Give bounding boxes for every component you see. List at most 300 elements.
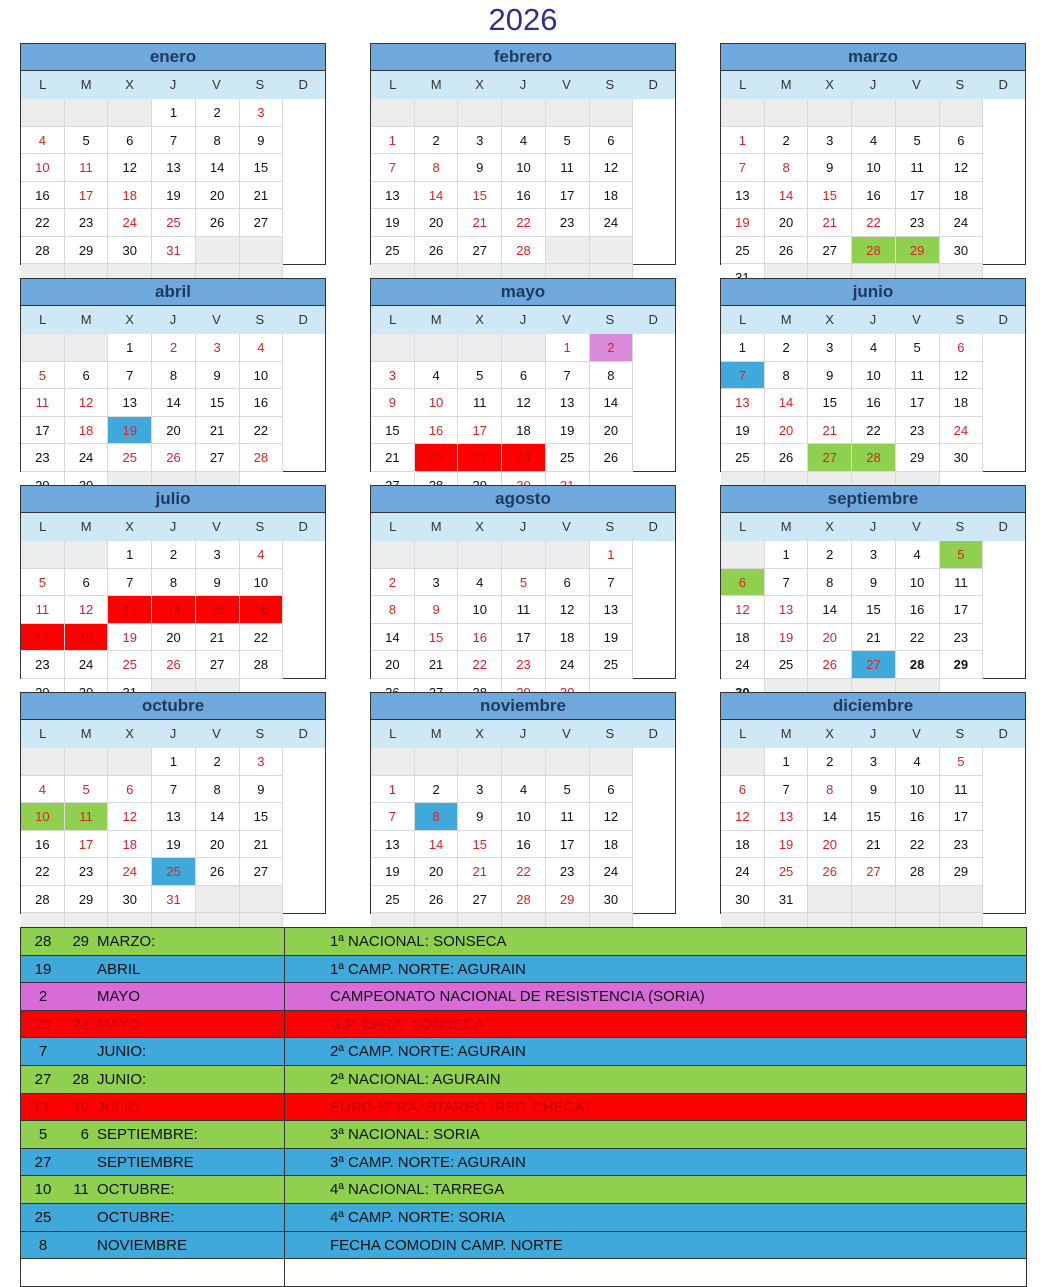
weekday-label: M — [430, 519, 442, 534]
day-cell: 19 — [152, 831, 196, 859]
day-cell: 21 — [808, 209, 852, 237]
empty-day-cell — [65, 748, 109, 776]
event-day-end: 6 — [80, 1126, 89, 1144]
event-day-end — [65, 1149, 89, 1176]
event-month: OCTUBRE: — [97, 1181, 175, 1199]
day-cell: 10 — [21, 803, 65, 831]
day-cell: 31 — [152, 886, 196, 914]
weekday-label: M — [780, 726, 792, 741]
day-cell: 16 — [21, 831, 65, 859]
day-cell: 17 — [896, 182, 940, 210]
event-description — [284, 1259, 1026, 1286]
day-cell: 31 — [765, 886, 809, 914]
event-row — [20, 956, 1027, 984]
day-cell: 15 — [458, 831, 502, 859]
day-cell: 14 — [196, 803, 240, 831]
day-cell: 7 — [765, 776, 809, 804]
day-cell: 15 — [808, 182, 852, 210]
day-cell: 4 — [458, 569, 502, 597]
day-cell: 8 — [196, 776, 240, 804]
weekday-label: D — [998, 312, 1008, 327]
event-row — [20, 1011, 1027, 1039]
day-cell: 31 — [152, 237, 196, 265]
day-cell: 24 — [590, 209, 634, 237]
weekday-label: L — [739, 77, 747, 92]
day-cell: 23 — [546, 858, 590, 886]
empty-day-cell — [371, 748, 415, 776]
day-cell: 15 — [196, 596, 240, 624]
day-cell: 21 — [371, 444, 415, 472]
weekday-header — [721, 71, 1025, 99]
day-cell: 2 — [152, 541, 196, 569]
event-day-start: 7 — [38, 1043, 48, 1061]
event-day-start: 28 — [34, 933, 52, 950]
day-cell: 28 — [21, 886, 65, 914]
day-cell: 25 — [721, 237, 765, 265]
weekday-label: V — [212, 519, 221, 534]
day-cell: 3 — [196, 334, 240, 362]
day-cell: 11 — [896, 154, 940, 182]
weekday-label: S — [605, 312, 615, 327]
day-cell: 20 — [590, 417, 634, 445]
day-cell: 30 — [108, 886, 152, 914]
day-cell: 11 — [546, 803, 590, 831]
day-cell: 14 — [808, 803, 852, 831]
day-cell: 6 — [940, 127, 984, 155]
event-day-end: 11 — [73, 1181, 89, 1199]
day-cell: 4 — [240, 334, 284, 362]
day-cell: 9 — [196, 569, 240, 597]
event-row — [20, 928, 1027, 956]
month-mayo — [370, 278, 676, 472]
day-cell: 19 — [152, 182, 196, 210]
day-cell: 12 — [65, 389, 109, 417]
empty-day-cell — [940, 99, 984, 127]
month-diciembre — [720, 692, 1026, 914]
day-cell: 5 — [65, 127, 109, 155]
day-cell: 5 — [940, 748, 984, 776]
day-cell: 13 — [108, 389, 152, 417]
day-cell: 5 — [896, 334, 940, 362]
events-legend-table — [20, 927, 1027, 1287]
day-cell: 16 — [415, 417, 459, 445]
day-cell: 6 — [940, 334, 984, 362]
day-cell: 9 — [196, 362, 240, 390]
weekday-header — [21, 513, 325, 541]
day-cell: 13 — [765, 596, 809, 624]
day-cell: 6 — [65, 569, 109, 597]
day-cell: 2 — [590, 334, 634, 362]
day-cell: 12 — [721, 596, 765, 624]
day-grid — [371, 541, 675, 706]
month-name: enero — [21, 44, 325, 71]
day-cell: 16 — [896, 803, 940, 831]
weekday-label: L — [389, 312, 397, 327]
day-cell: 28 — [896, 858, 940, 886]
day-cell: 7 — [590, 569, 634, 597]
day-cell: 9 — [240, 127, 284, 155]
weekday-label: D — [298, 312, 308, 327]
day-cell: 16 — [458, 624, 502, 652]
day-cell: 25 — [152, 209, 196, 237]
day-cell: 15 — [808, 389, 852, 417]
day-cell: 5 — [21, 569, 65, 597]
day-cell: 8 — [808, 776, 852, 804]
weekday-label: X — [125, 77, 134, 92]
empty-day-cell — [65, 99, 109, 127]
day-cell: 4 — [21, 127, 65, 155]
weekday-label: X — [475, 726, 484, 741]
day-cell: 14 — [765, 389, 809, 417]
day-cell: 17 — [65, 831, 109, 859]
day-cell: 21 — [240, 831, 284, 859]
day-cell: 8 — [415, 803, 459, 831]
weekday-label: D — [998, 519, 1008, 534]
day-cell: 13 — [371, 831, 415, 859]
day-cell: 6 — [590, 127, 634, 155]
day-cell: 17 — [940, 596, 984, 624]
day-cell: 27 — [808, 237, 852, 265]
month-octubre — [20, 692, 326, 914]
day-cell: 19 — [765, 624, 809, 652]
weekday-label: D — [298, 77, 308, 92]
weekday-label: X — [125, 312, 134, 327]
event-day-end — [65, 1259, 89, 1286]
day-cell: 30 — [940, 444, 984, 472]
event-row — [20, 1066, 1027, 1094]
day-cell: 11 — [65, 803, 109, 831]
day-grid — [371, 334, 675, 499]
day-cell: 22 — [21, 209, 65, 237]
day-cell: 8 — [765, 362, 809, 390]
weekday-label: X — [825, 77, 834, 92]
event-description: 4ª CAMP. NORTE: SORIA — [284, 1204, 1026, 1231]
day-cell: 27 — [196, 651, 240, 679]
event-month: MAYO — [97, 1015, 141, 1033]
day-cell: 6 — [721, 569, 765, 597]
day-cell: 13 — [721, 389, 765, 417]
weekday-label: V — [212, 726, 221, 741]
weekday-header — [21, 720, 325, 748]
day-cell: 24 — [65, 651, 109, 679]
day-cell: 29 — [940, 651, 984, 679]
event-row — [20, 1232, 1027, 1260]
weekday-label: S — [255, 519, 265, 534]
day-cell: 20 — [808, 624, 852, 652]
day-cell: 1 — [765, 748, 809, 776]
day-cell: 20 — [152, 624, 196, 652]
day-cell: 1 — [721, 334, 765, 362]
day-cell: 4 — [415, 362, 459, 390]
weekday-label: V — [912, 77, 921, 92]
weekday-label: S — [255, 726, 265, 741]
weekday-label: S — [605, 726, 615, 741]
event-day-end: 29 — [72, 933, 89, 950]
day-cell: 30 — [721, 886, 765, 914]
event-description: FECHA COMODIN CAMP. NORTE — [284, 1232, 1026, 1259]
event-month: JULIO — [97, 1098, 140, 1116]
day-cell: 25 — [765, 651, 809, 679]
day-cell: 25 — [765, 858, 809, 886]
weekday-label: V — [562, 519, 571, 534]
day-cell: 4 — [852, 127, 896, 155]
weekday-label: L — [39, 312, 47, 327]
day-cell: 2 — [415, 776, 459, 804]
month-name: julio — [21, 486, 325, 513]
day-cell: 9 — [852, 569, 896, 597]
month-agosto — [370, 485, 676, 679]
day-cell: 22 — [415, 444, 459, 472]
day-cell: 26 — [590, 444, 634, 472]
weekday-label: M — [430, 77, 442, 92]
day-cell: 26 — [152, 651, 196, 679]
event-description: CAMPEONATO NACIONAL DE RESISTENCIA (SORIA) — [284, 983, 1026, 1010]
day-cell: 19 — [765, 831, 809, 859]
day-cell: 10 — [852, 154, 896, 182]
weekday-label: J — [169, 726, 177, 741]
day-cell: 26 — [808, 858, 852, 886]
day-cell: 7 — [152, 127, 196, 155]
day-cell: 13 — [108, 596, 152, 624]
weekday-label: D — [648, 312, 658, 327]
month-name: octubre — [21, 693, 325, 720]
day-cell: 22 — [852, 209, 896, 237]
day-cell: 26 — [415, 237, 459, 265]
empty-day-cell — [240, 886, 284, 914]
day-cell: 18 — [108, 182, 152, 210]
day-cell: 23 — [458, 444, 502, 472]
weekday-header — [21, 71, 325, 99]
weekday-label: S — [255, 77, 265, 92]
empty-day-cell — [502, 334, 546, 362]
weekday-label: D — [648, 519, 658, 534]
day-cell: 21 — [240, 182, 284, 210]
day-cell: 3 — [458, 127, 502, 155]
day-cell: 3 — [240, 99, 284, 127]
day-cell: 23 — [896, 209, 940, 237]
weekday-label: M — [80, 726, 92, 741]
event-description: 2ª NACIONAL: AGURAIN — [284, 1066, 1026, 1093]
day-cell: 8 — [590, 362, 634, 390]
day-cell: 5 — [896, 127, 940, 155]
weekday-label: J — [519, 726, 527, 741]
day-cell: 22 — [240, 417, 284, 445]
day-cell: 22 — [21, 858, 65, 886]
day-cell: 15 — [196, 389, 240, 417]
day-cell: 26 — [415, 886, 459, 914]
event-month: ABRIL — [97, 960, 141, 978]
day-cell: 24 — [721, 651, 765, 679]
day-cell: 4 — [896, 748, 940, 776]
day-cell: 29 — [896, 237, 940, 265]
day-cell: 9 — [458, 154, 502, 182]
day-cell: 2 — [415, 127, 459, 155]
day-cell: 24 — [721, 858, 765, 886]
day-cell: 22 — [458, 651, 502, 679]
weekday-label: X — [825, 519, 834, 534]
day-cell: 20 — [152, 417, 196, 445]
day-cell: 10 — [240, 569, 284, 597]
day-grid — [371, 99, 675, 292]
day-cell: 23 — [940, 831, 984, 859]
day-cell: 25 — [371, 237, 415, 265]
day-cell: 4 — [21, 776, 65, 804]
weekday-label: L — [739, 312, 747, 327]
day-cell: 7 — [371, 803, 415, 831]
empty-day-cell — [65, 541, 109, 569]
day-cell: 19 — [546, 417, 590, 445]
day-cell: 23 — [896, 417, 940, 445]
weekday-label: J — [519, 519, 527, 534]
empty-day-cell — [590, 237, 634, 265]
day-cell: 22 — [502, 858, 546, 886]
day-cell: 1 — [371, 127, 415, 155]
day-cell: 8 — [415, 154, 459, 182]
weekday-label: S — [605, 519, 615, 534]
day-cell: 20 — [196, 831, 240, 859]
day-cell: 30 — [108, 237, 152, 265]
day-cell: 16 — [21, 182, 65, 210]
day-cell: 22 — [896, 624, 940, 652]
empty-day-cell — [415, 748, 459, 776]
empty-day-cell — [808, 99, 852, 127]
day-cell: 2 — [765, 127, 809, 155]
event-description: 3ª CAMP. NORTE: AGURAIN — [284, 1149, 1026, 1176]
day-cell: 1 — [108, 334, 152, 362]
day-cell: 27 — [240, 858, 284, 886]
day-cell: 21 — [458, 209, 502, 237]
event-day-start: 13- — [32, 1098, 54, 1116]
day-cell: 5 — [546, 127, 590, 155]
month-name: junio — [721, 279, 1025, 306]
day-cell: 22 — [896, 831, 940, 859]
day-cell: 20 — [371, 651, 415, 679]
day-cell: 15 — [852, 803, 896, 831]
day-cell: 30 — [590, 886, 634, 914]
day-cell: 11 — [940, 569, 984, 597]
weekday-label: M — [80, 519, 92, 534]
day-cell: 18 — [721, 831, 765, 859]
day-cell: 20 — [415, 858, 459, 886]
day-cell: 18 — [502, 417, 546, 445]
day-cell: 13 — [152, 803, 196, 831]
day-cell: 16 — [502, 182, 546, 210]
month-name: septiembre — [721, 486, 1025, 513]
day-cell: 26 — [808, 651, 852, 679]
day-cell: 17 — [546, 831, 590, 859]
weekday-label: J — [869, 519, 877, 534]
day-cell: 7 — [152, 776, 196, 804]
day-cell: 15 — [458, 182, 502, 210]
day-cell: 17 — [896, 389, 940, 417]
month-junio — [720, 278, 1026, 472]
day-cell: 14 — [415, 182, 459, 210]
day-cell: 18 — [546, 624, 590, 652]
day-cell: 25 — [152, 858, 196, 886]
day-cell: 6 — [108, 127, 152, 155]
day-cell: 8 — [196, 127, 240, 155]
empty-day-cell — [21, 748, 65, 776]
weekday-label: J — [169, 77, 177, 92]
day-cell: 14 — [808, 596, 852, 624]
day-cell: 12 — [590, 154, 634, 182]
empty-day-cell — [371, 541, 415, 569]
day-cell: 23 — [65, 858, 109, 886]
day-cell: 19 — [721, 417, 765, 445]
month-name: febrero — [371, 44, 675, 71]
day-cell: 6 — [108, 776, 152, 804]
day-cell: 21 — [196, 624, 240, 652]
day-cell: 15 — [415, 624, 459, 652]
day-cell: 25 — [721, 444, 765, 472]
weekday-label: J — [519, 77, 527, 92]
event-month: SEPTIEMBRE — [97, 1153, 194, 1171]
weekday-label: L — [39, 77, 47, 92]
day-cell: 20 — [415, 209, 459, 237]
day-cell: 2 — [152, 334, 196, 362]
event-row — [20, 1094, 1027, 1122]
weekday-label: X — [125, 726, 134, 741]
event-month: SEPTIEMBRE: — [97, 1126, 198, 1144]
day-cell: 24 — [65, 444, 109, 472]
day-cell: 6 — [65, 362, 109, 390]
day-cell: 13 — [765, 803, 809, 831]
day-cell: 3 — [808, 127, 852, 155]
weekday-label: D — [298, 519, 308, 534]
day-cell: 8 — [152, 362, 196, 390]
weekday-label: M — [780, 312, 792, 327]
day-cell: 13 — [371, 182, 415, 210]
day-cell: 13 — [721, 182, 765, 210]
empty-day-cell — [940, 886, 984, 914]
day-cell: 23 — [502, 651, 546, 679]
day-cell: 6 — [590, 776, 634, 804]
day-cell: 23 — [21, 444, 65, 472]
day-cell: 4 — [896, 541, 940, 569]
day-cell: 16 — [502, 831, 546, 859]
day-cell: 11 — [546, 154, 590, 182]
day-cell: 20 — [196, 182, 240, 210]
day-cell: 14 — [590, 389, 634, 417]
weekday-label: M — [430, 726, 442, 741]
day-cell: 3 — [371, 362, 415, 390]
empty-day-cell — [21, 334, 65, 362]
weekday-header — [371, 71, 675, 99]
day-cell: 1 — [152, 99, 196, 127]
day-cell: 3 — [196, 541, 240, 569]
day-cell: 4 — [502, 776, 546, 804]
weekday-label: L — [39, 726, 47, 741]
day-cell: 10 — [896, 569, 940, 597]
day-grid — [21, 541, 325, 706]
day-cell: 27 — [196, 444, 240, 472]
weekday-label: X — [825, 726, 834, 741]
weekday-label: L — [389, 77, 397, 92]
day-cell: 27 — [458, 237, 502, 265]
weekday-label: S — [605, 77, 615, 92]
day-cell: 26 — [152, 444, 196, 472]
day-cell: 28 — [240, 444, 284, 472]
event-row — [20, 1149, 1027, 1177]
weekday-label: L — [739, 726, 747, 741]
day-cell: 22 — [240, 624, 284, 652]
empty-day-cell — [502, 541, 546, 569]
day-cell: 13 — [590, 596, 634, 624]
event-day-end — [65, 956, 89, 983]
weekday-label: V — [212, 312, 221, 327]
day-cell: 8 — [152, 569, 196, 597]
day-cell: 4 — [852, 334, 896, 362]
